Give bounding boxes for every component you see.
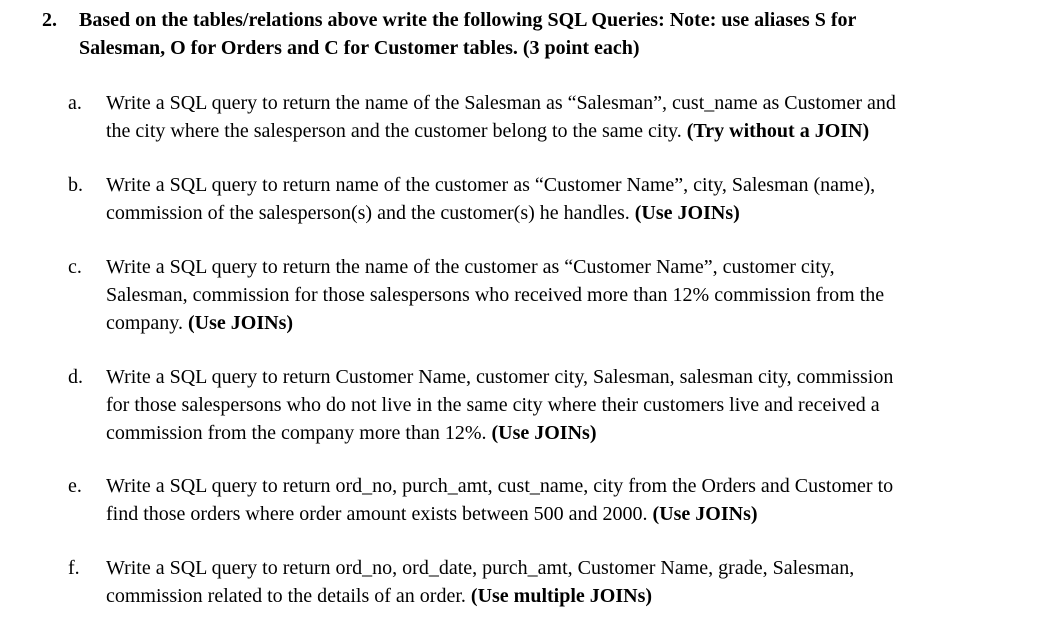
- item-line-text: commission from the company more than 12%.: [106, 422, 492, 444]
- item-line-text: company.: [106, 312, 189, 334]
- item-line: [106, 500, 1026, 528]
- item-line-text: commission of the salesperson(s) and the customer(s) he handles.: [106, 202, 635, 224]
- item-note: (Use JOINs): [634, 202, 740, 224]
- item-line: Write a SQL query to return name of the customer as “Customer Name”, city, Salesman (name),: [106, 174, 876, 196]
- item-text: [106, 89, 1026, 145]
- question-number: 2.: [42, 9, 57, 31]
- item-label: c.: [68, 256, 82, 278]
- question-line: Based on the tables/relations above write the following SQL Queries: Note: use aliases S for: [79, 9, 857, 31]
- item-line: [106, 582, 1026, 610]
- item-line-text: find those orders where order amount exists between 500 and 2000.: [106, 503, 653, 525]
- question-text: [79, 6, 979, 62]
- item-note: (Use JOINs): [491, 422, 597, 444]
- question-line: Salesman, O for Orders and C for Customer tables. (3 point each): [79, 37, 640, 59]
- item-line: [106, 309, 1026, 337]
- item-line: Write a SQL query to return Customer Name, customer city, Salesman, salesman city, commission: [106, 366, 894, 388]
- item-label: d.: [68, 366, 83, 388]
- item-line: Write a SQL query to return ord_no, ord_date, purch_amt, Customer Name, grade, Salesman,: [106, 557, 855, 579]
- item-text: [106, 363, 1026, 447]
- item-line: [106, 199, 1026, 227]
- item-note: (Use JOINs): [188, 312, 294, 334]
- item-label: a.: [68, 92, 82, 114]
- item-label: b.: [68, 174, 83, 196]
- item-text: [106, 171, 1026, 227]
- item-line: Salesman, commission for those salespersons who received more than 12% commission from the: [106, 284, 885, 306]
- item-label: e.: [68, 475, 82, 497]
- item-line: [106, 117, 1026, 145]
- item-line-text: commission related to the details of an order.: [106, 585, 471, 607]
- item-line-text: the city where the salesperson and the customer belong to the same city.: [106, 120, 687, 142]
- item-label: f.: [68, 557, 80, 579]
- item-line: Write a SQL query to return the name of the Salesman as “Salesman”, cust_name as Customer and: [106, 92, 896, 114]
- item-text: [106, 472, 1026, 528]
- item-text: [106, 554, 1026, 610]
- item-text: [106, 253, 1026, 337]
- item-line: [106, 419, 1026, 447]
- item-line: Write a SQL query to return the name of the customer as “Customer Name”, customer city,: [106, 256, 835, 278]
- item-line: for those salespersons who do not live in the same city where their customers live and received a: [106, 394, 880, 416]
- item-line: Write a SQL query to return ord_no, purch_amt, cust_name, city from the Orders and Customer to: [106, 475, 894, 497]
- item-note: (Use JOINs): [652, 503, 758, 525]
- item-note: (Try without a JOIN): [686, 120, 870, 142]
- item-note: (Use multiple JOINs): [470, 585, 653, 607]
